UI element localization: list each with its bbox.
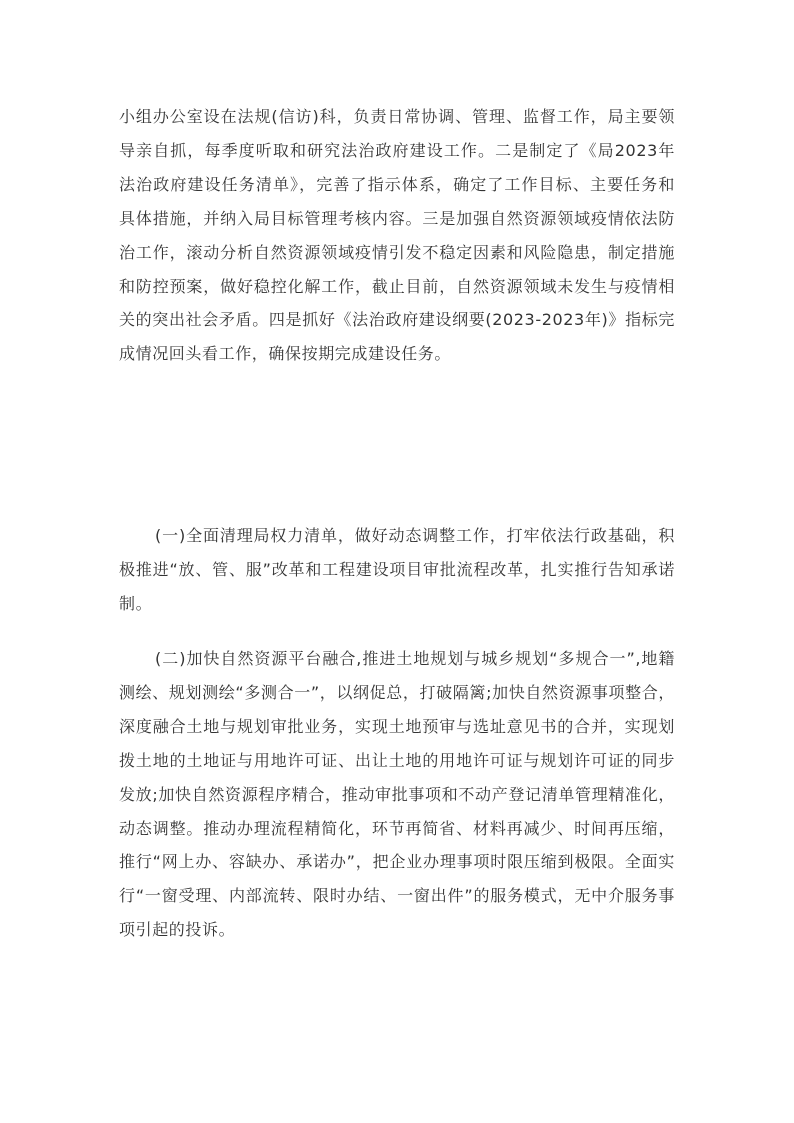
paragraph-work-measures: 小组办公室设在法规(信访)科，负责日常协调、管理、监督工作，局主要领导亲自抓，每季度听取和研究法治政府建设工作。二是制定了《局2023年法治政府建设任务清单》，完善了指示体系，确定了工作目标、主要任务和具体措施，并纳入局目标管理考核内容。三是加强自然资源领域疫情依法防治工作，滚动分析自然资源领域疫情引发不稳定因素和风险隐患，制定措施和防控预案，做好稳控化解工作，截止目前，自然资源领域未发生与疫情相关的突出社会矛盾。四是抓好《法治政府建设纲要(2023-2023年)》指标完成情况回头看工作，确保按期完成建设任务。 — [119, 107, 675, 364]
paragraph-platform-integration: (二)加快自然资源平台融合,推进土地规划与城乡规划“多规合一”,地籍测绘、规划测绘“多测合一”，以纲促总，打破隔篱;加快自然资源事项整合，深度融合土地与规划审批业务，实现土地预审与选址意见书的合并，实现划拨土地的土地证与用地许可证、出让土地的用地许可证与规划许可证的同步发放;加快自然资源程序精合，推动审批事项和不动产登记清单管理精准化，动态调整。推动办理流程精简化，环节再简省、材料再减少、时间再压缩，推行“网上办、容缺办、承诺办”，把企业办理事项时限压缩到极限。全面实行“一窗受理、内部流转、限时办结、一窗出件”的服务模式，无中介服务事项引起的投诉。 — [119, 649, 675, 940]
paragraph-power-list: (一)全面清理局权力清单，做好动态调整工作，打牢依法行政基础，积极推进“放、管、服”改革和工程建设项目审批流程改革，扎实推行告知承诺制。 — [119, 526, 675, 613]
